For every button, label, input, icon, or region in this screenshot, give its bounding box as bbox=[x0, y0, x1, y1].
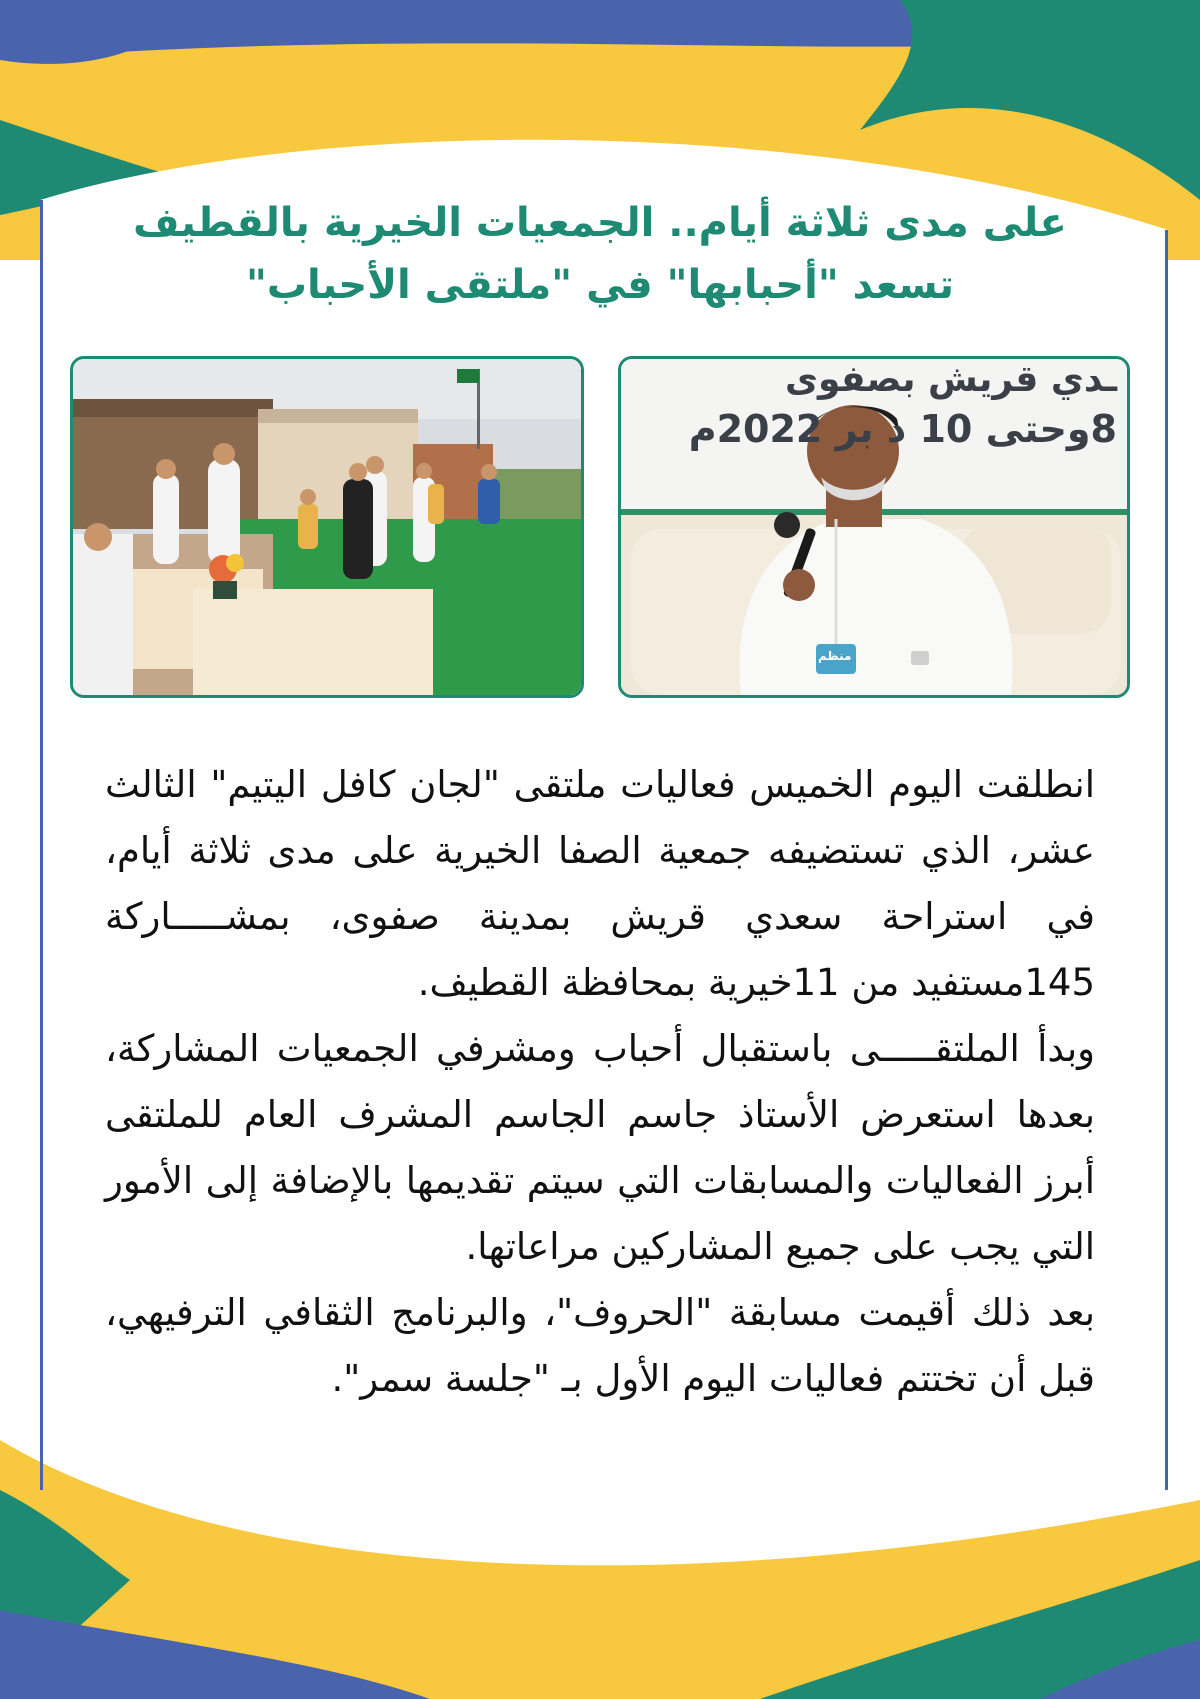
frame-border-right bbox=[1165, 230, 1168, 1490]
organizer-badge-label: منظم bbox=[818, 649, 852, 663]
headline-line-2: تسعد "أحبابها" في "ملتقى الأحباب" bbox=[245, 262, 954, 308]
frame-border-left bbox=[40, 200, 43, 1490]
article-paragraph-1: انطلقت اليوم الخميس فعاليات ملتقى "لجان كافل اليتيم" الثالث عشر، الذي تستضيفه جمعية الصفا الخيرية على مدى ثلاثة أيام، في استراحة سعدي قريش بمدينة صفوى، بمشـــــاركة 145مستفيد من 11خيرية بمحافظة القطيف. bbox=[105, 763, 1095, 1004]
event-crowd-photo bbox=[70, 356, 584, 698]
article-headline bbox=[90, 192, 1110, 316]
event-crowd-illustration bbox=[73, 359, 581, 695]
banner-text-line-1: ـدي قريش بصفوى bbox=[785, 359, 1117, 400]
article-paragraph-2: وبدأ الملتقـــــى باستقبال أحباب ومشرفي الجمعيات المشاركة، بعدها استعرض الأستاذ جاسم الجاسم المشرف العام للملتقى أبرز الفعاليات والمسابقات التي سيتم تقديمها بالإضافة إلى الأمور التي يجب على جميع المشاركين مراعاتها. bbox=[105, 1027, 1095, 1268]
article-paragraph-3: بعد ذلك أقيمت مسابقة "الحروف"، والبرنامج الثقافي الترفيهي، قبل أن تختتم فعاليات اليوم الأول بـ "جلسة سمر". bbox=[105, 1291, 1095, 1400]
headline-line-1: على مدى ثلاثة أيام.. الجمعيات الخيرية بالقطيف bbox=[133, 200, 1067, 246]
speaker-photo bbox=[618, 356, 1130, 698]
article-body bbox=[105, 752, 1095, 1412]
banner-text-line-2: 8وحتى 10 د بر 2022م bbox=[688, 407, 1117, 451]
